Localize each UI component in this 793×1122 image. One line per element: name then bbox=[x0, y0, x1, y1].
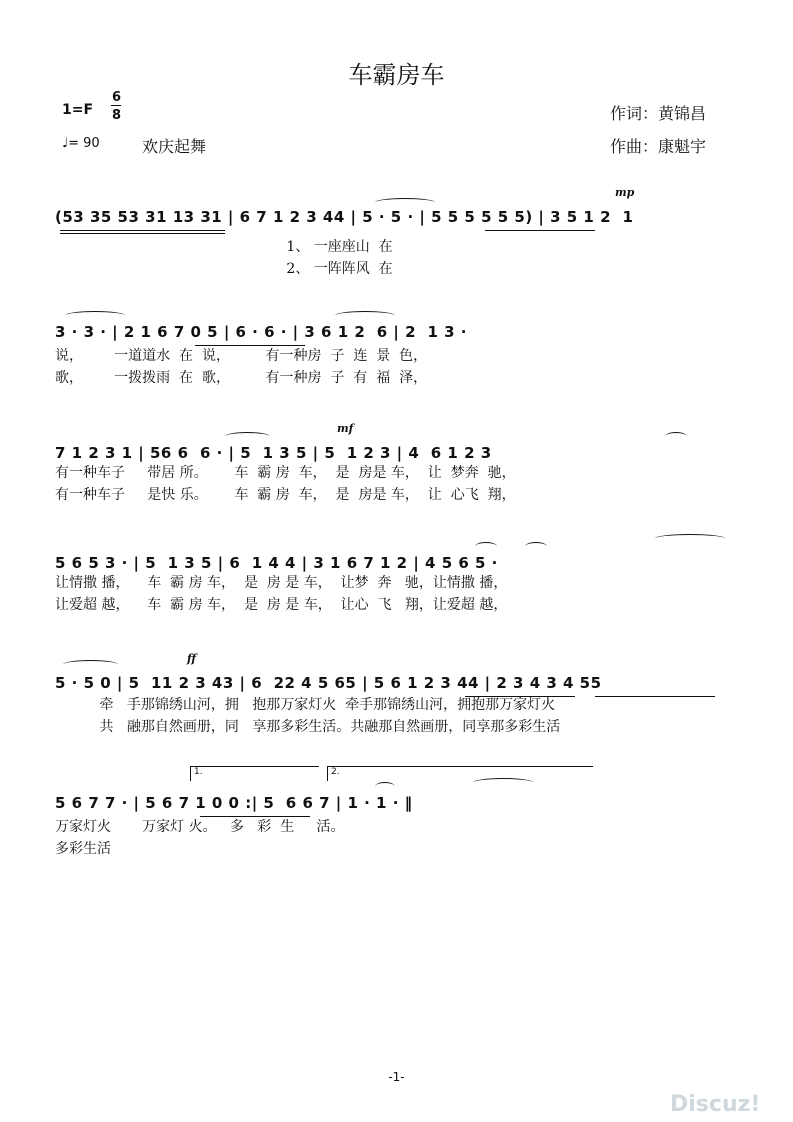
beam bbox=[485, 230, 595, 231]
notes: 7 1 2 3 1 | 56 6 6 · | 5 1 3 5 | 5 1 2 3 | 4 6 1 2 3 bbox=[55, 444, 492, 462]
slur bbox=[335, 311, 395, 320]
time-signature-bar bbox=[111, 105, 121, 106]
time-signature-denominator: 8 bbox=[112, 108, 122, 123]
slur bbox=[655, 534, 725, 543]
lyrics-verse-1: 万家灯火 万家灯 火。 多 彩 生 活。 bbox=[55, 819, 345, 835]
volta-second-ending: 2. bbox=[327, 766, 593, 781]
beam bbox=[60, 233, 225, 234]
notes: 5 6 7 7 · | 5 6 7 1 0 0 :| 5 6 6 7 | 1 · 1 · ‖ bbox=[55, 794, 413, 812]
lyrics-verse-2: 多彩生活 bbox=[55, 841, 111, 857]
slur bbox=[65, 311, 125, 320]
composer-credit: 作曲：康魁宇 bbox=[610, 137, 707, 156]
beam bbox=[60, 230, 225, 231]
dynamic-marking: mp bbox=[615, 186, 635, 199]
slur bbox=[473, 778, 533, 787]
lyrics-verse-1: 有一种车子 带居 所。 车 霸 房 车， 是 房是 车， 让 梦奔 驰， bbox=[55, 465, 516, 481]
lyrics-verse-2: 歌， 一拨拨雨 在 歌， 有一种房 子 有 福 泽， bbox=[55, 370, 428, 386]
notes: 3 · 3 · | 2 1 6 7 0 5 | 6 · 6 · | 3 6 1 2 6 | 2 1 3 · bbox=[55, 323, 467, 341]
notes: 5 · 5 0 | 5 11 2 3 43 | 6 22 4 5 65 | 5 6 1 2 3 44 | 2 3 4 3 4 55 bbox=[55, 674, 602, 692]
notes: 5 6 5 3 · | 5 1 3 5 | 6 1 4 4 | 3 1 6 7 1 2 | 4 5 6 5 · bbox=[55, 554, 498, 572]
lyrics-verse-2: 有一种车子 是快 乐。 车 霸 房 车， 是 房是 车， 让 心飞 翔， bbox=[55, 487, 516, 503]
key-signature: 1=F bbox=[62, 102, 94, 118]
beam bbox=[595, 696, 715, 697]
slur bbox=[375, 782, 395, 791]
lyrics-verse-2: 让爱超 越， 车 霸 房 车， 是 房 是 车， 让心 飞 翔，让爱超 越， bbox=[55, 597, 508, 613]
volta-first-ending: 1. bbox=[190, 766, 319, 781]
slur bbox=[375, 198, 435, 207]
time-signature-numerator: 6 bbox=[112, 90, 122, 105]
lyrics-verse-2: 共 融那自然画册，同 享那多彩生活。共融那自然画册，同享那多彩生活 bbox=[55, 719, 561, 735]
slur bbox=[475, 542, 497, 551]
page-number: -1- bbox=[388, 1070, 405, 1084]
tempo-marking: ♩= 90 bbox=[62, 136, 100, 151]
lyrics-verse-1: 1、 一座座山 在 bbox=[55, 239, 393, 255]
page-title: 车霸房车 bbox=[348, 61, 445, 89]
lyrics-verse-1: 让情撒 播， 车 霸 房 车， 是 房 是 车， 让梦 奔 驰，让情撒 播， bbox=[55, 575, 508, 591]
slur bbox=[525, 542, 547, 551]
expression-marking: 欢庆起舞 bbox=[142, 137, 207, 156]
lyrics-verse-1: 牵 手那锦绣山河，拥 抱那万家灯火 牵手那锦绣山河，拥抱那万家灯火 bbox=[55, 697, 556, 713]
lyricist-credit: 作词：黄锦昌 bbox=[610, 104, 707, 123]
slur bbox=[63, 660, 118, 669]
slur bbox=[665, 432, 687, 441]
slur bbox=[225, 432, 270, 441]
lyrics-verse-2: 2、 一阵阵风 在 bbox=[55, 261, 393, 277]
notes: (53 35 53 31 13 31 | 6 7 1 2 3 44 | 5 · 5 · | 5 5 5 5 5 5) | 3 5 1 2 1 bbox=[55, 208, 634, 226]
watermark: Discuz! bbox=[670, 1092, 761, 1117]
dynamic-marking: ff bbox=[187, 652, 197, 665]
lyrics-verse-1: 说， 一道道水 在 说， 有一种房 子 连 景 色， bbox=[55, 348, 428, 364]
score-line-6 bbox=[55, 767, 730, 936]
dynamic-marking: mf bbox=[337, 422, 354, 435]
